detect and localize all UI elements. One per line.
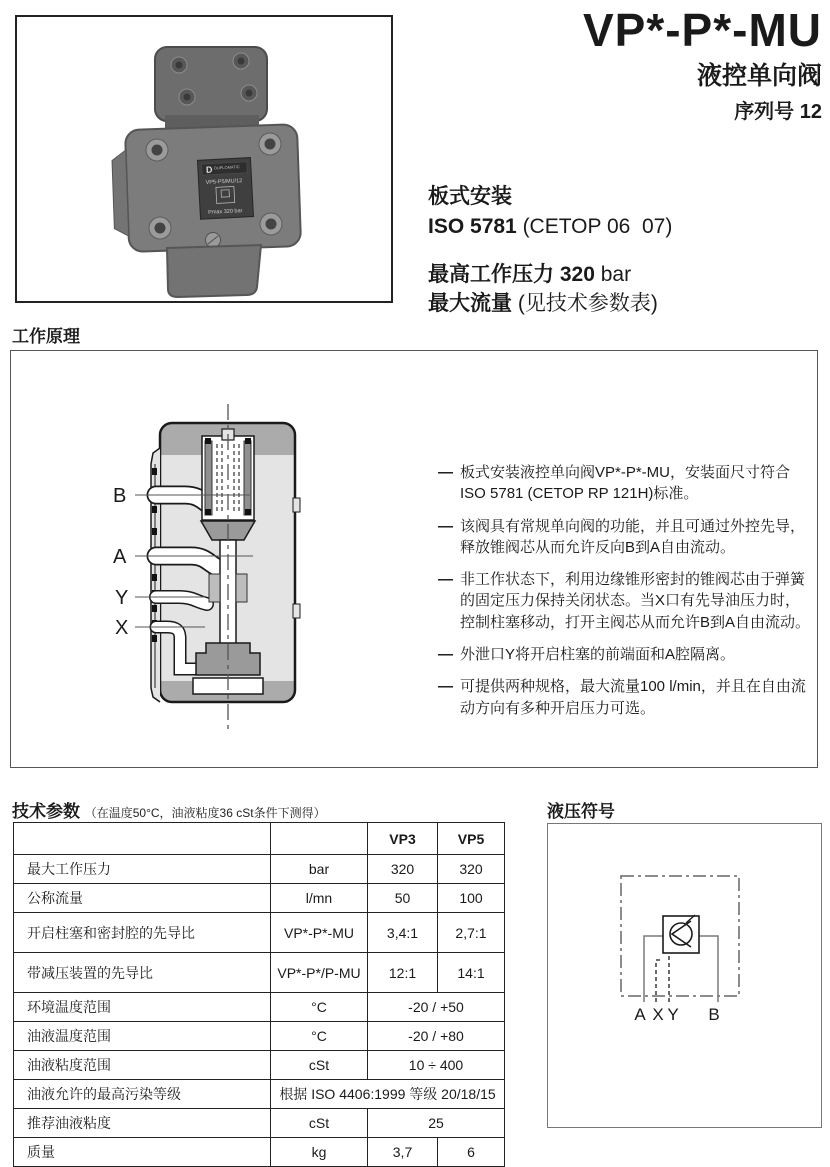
series-number: 序列号 12 xyxy=(734,101,822,124)
table-row: 开启柱塞和密封腔的先导比 VP*-P*-MU 3,4:1 2,7:1 xyxy=(14,913,505,953)
table-row: 带减压装置的先导比 VP*-P*/P-MU 12:1 14:1 xyxy=(14,953,505,993)
check-valve-square xyxy=(663,916,699,953)
note-item: — 外泄口Y将开启柱塞的前端面和A腔隔离。 xyxy=(438,644,814,665)
header-vp3: VP3 xyxy=(368,823,438,855)
header-vp5: VP5 xyxy=(438,823,505,855)
port-label-A: A xyxy=(113,546,127,568)
product-photo-frame xyxy=(15,15,393,303)
table-row: 油液粘度范围 cSt 10 ÷ 400 xyxy=(14,1051,505,1080)
max-flow: 最大流量 (见技术参数表) xyxy=(428,292,658,316)
valve-top-block xyxy=(155,47,267,121)
working-principle-heading: 工作原理 xyxy=(12,327,80,346)
mounting-type: 板式安装 xyxy=(428,185,512,208)
pilot-lines xyxy=(656,953,669,1002)
hydraulic-symbol-heading: 液压符号 xyxy=(547,802,615,821)
bullet-dash: — xyxy=(438,678,453,696)
table-row: 推荐油液粘度 cSt 25 xyxy=(14,1109,505,1138)
iso-standard: ISO 5781 (CETOP 06 07) xyxy=(428,214,673,238)
table-header-row xyxy=(14,823,505,855)
guide-left xyxy=(209,574,220,602)
table-row: 质量 kg 3,7 6 xyxy=(14,1138,505,1167)
table-row: 环境温度范围 °C -20 / +50 xyxy=(14,993,505,1022)
note-item: — 非工作状态下，利用边缘锥形密封的锥阀芯由于弹簧的固定压力保持关闭状态。当X口有先导油压力时，控制柱塞移动，打开主阀芯从而允许B到A自由流动。 xyxy=(438,569,814,633)
guide-right xyxy=(236,574,247,602)
table-row: 油液温度范围 °C -20 / +80 xyxy=(14,1022,505,1051)
bullet-dash: — xyxy=(438,517,453,535)
port-labels xyxy=(113,485,128,639)
nameplate-pressure: Pmax 320 bar xyxy=(208,208,243,216)
port-label-X: X xyxy=(115,617,129,639)
note-item: — 该阀具有常规单向阀的功能，并且可通过外控先导，释放锥阀芯从而允许反向B到A自由流动。 xyxy=(438,516,814,559)
hydraulic-symbol-diagram xyxy=(548,824,820,1126)
tech-params-note: （在温度50°C，油液粘度36 cSt条件下测得） xyxy=(84,806,326,820)
right-ear-top xyxy=(293,498,300,512)
product-photo xyxy=(17,17,391,301)
nameplate-brand: DUPLOMATIC xyxy=(213,164,240,171)
right-ear-bottom xyxy=(293,604,300,618)
symbol-port-Y: Y xyxy=(667,1005,679,1024)
nameplate xyxy=(197,158,253,220)
symbol-port-B: B xyxy=(708,1005,720,1024)
nameplate-logo-letter: D xyxy=(205,164,213,175)
port-label-Y: Y xyxy=(115,587,129,609)
working-principle-notes xyxy=(438,462,814,730)
table-row: 公称流量 l/mn 50 100 xyxy=(14,884,505,913)
bullet-dash: — xyxy=(438,571,453,589)
note-item: — 板式安装液控单向阀VP*-P*-MU，安装面尺寸符合ISO 5781 (CETOP RP 121H)标准。 xyxy=(438,462,814,505)
table-row: 最大工作压力 bar 320 320 xyxy=(14,855,505,884)
header-empty xyxy=(14,823,271,855)
hydraulic-symbol-box xyxy=(547,823,822,1128)
symbol-port-labels xyxy=(634,1005,719,1024)
valve-bottom-block xyxy=(167,245,261,297)
tech-params-heading: 技术参数 （在温度50°C，油液粘度36 cSt条件下测得） xyxy=(12,802,326,821)
page-title: VP*-P*-MU xyxy=(582,4,822,56)
page-subtitle: 液控单向阀 xyxy=(696,62,822,91)
spec-block xyxy=(428,182,672,319)
bullet-dash: — xyxy=(438,464,453,481)
port-label-B: B xyxy=(113,485,127,507)
title-block xyxy=(583,6,822,124)
symbol-port-X: X xyxy=(652,1005,664,1024)
note-item: — 可提供两种规格，最大流量100 l/min，并且在自由流动方向有多种开启压力可选。 xyxy=(438,676,814,719)
max-pressure: 最高工作压力 320 bar xyxy=(428,262,632,286)
table-row: 油液允许的最高污染等级 根据 ISO 4406:1999 等级 20/18/15 xyxy=(14,1080,505,1109)
symbol-port-A: A xyxy=(634,1005,646,1024)
tech-params-table xyxy=(13,822,505,1167)
valve-cross-section-diagram xyxy=(105,388,395,748)
bullet-dash: — xyxy=(438,646,453,664)
header-empty xyxy=(271,823,368,855)
nameplate-model: VP5-P5/MU/12 xyxy=(205,178,243,186)
